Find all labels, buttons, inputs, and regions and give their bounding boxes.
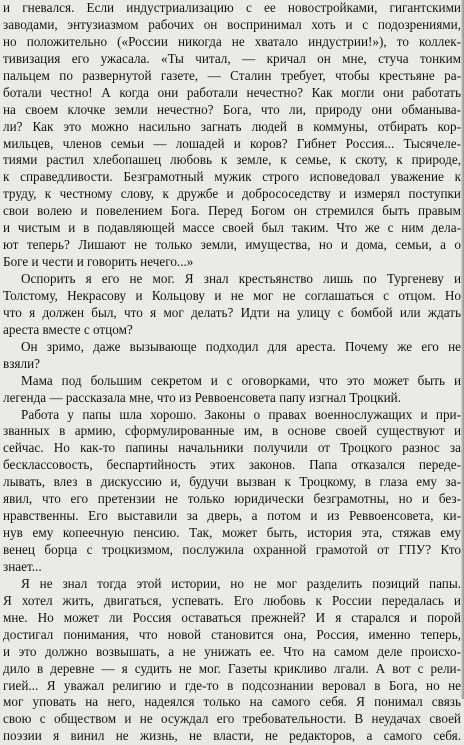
text-line: легенда — рассказала мне, что из Реввоенсовета папу изгнал Троцкий. (3, 389, 402, 405)
text-line: поэзии я винил не жизнь, не власти, не редакторов, а самого себя. (3, 728, 461, 744)
text-line: ареста вместе с отцом? (3, 321, 133, 337)
text-line: ют теперь? Лишают не только земли, имущества, но и дома, семьи, а о (3, 237, 461, 253)
text-line: достигал понимания, что новой становится она, Россия, именно теперь, (3, 626, 461, 642)
text-line: и это должно возвышать, а не унижать ее. Что на самом деле происхо- (3, 643, 461, 659)
paragraph-first-line: Я не знал тогда этой истории, но не мог разделить позиций папы. (21, 575, 461, 591)
text-line: Толстому, Некрасову и Кольцову и не мог не соглашаться с отцом. Но (3, 287, 461, 303)
text-line: знает... (3, 558, 42, 574)
text-line: ли? Как это можно насильно загнать людей в коммуны, отбирать кор- (3, 118, 461, 134)
text-line: пальцем по развернутой газете, — Сталин требует, чтобы крестьяне ра- (3, 67, 461, 83)
text-line: взяли? (3, 355, 40, 371)
text-line: нравственны. Его выставили за дверь, а потом и из Реввоенсовета, ки- (3, 508, 461, 524)
text-line: труду, к честному слову, к дружбе и добрососедству и измерял поступки (3, 186, 461, 202)
text-line: сейчас. Но как-то папины начальники получили от Троцкого разнос за (3, 440, 461, 456)
paragraph-first-line: Он зримо, даже вызывающе подходил для ареста. Почему же его не (21, 338, 461, 354)
text-line: мне. Но может ли Россия оставаться прежней? И я старался и порой (3, 609, 461, 625)
text-line: Боге и чести и говорить нечего...» (3, 254, 194, 270)
text-line: явил, что его претензии не только юридически безграмотны, но и без- (3, 491, 461, 507)
text-line: мог уповать на него, надеялся только на самого себя. Я понимал связь (3, 694, 461, 710)
text-line: Я хотел жить, двигаться, успевать. Его любовь к России передалась и (3, 592, 461, 608)
text-line: и гневался. Если индустриализацию с ее новостройками, гигантскими (3, 0, 461, 15)
text-line: лывать, влез в дискуссию и, будучи вызван к Троцкому, в глаза ему за- (3, 474, 461, 490)
text-line: к справедливости. Безграмотный мужик строго исповедовал уважение к (3, 169, 461, 185)
text-line: гией... Я уважал религию и где-то в подсознании верoвал в Бога, но не (3, 677, 461, 693)
paragraph-first-line: Мама под большим секретом и с оговорками, что это может быть и (21, 372, 461, 388)
text-line: бесклассовость, беспартийность этих законов. Папа отказался переде- (3, 457, 461, 473)
text-line: венец борца с троцкизмом, послужила охранной грамотой от ГПУ? Кто (3, 542, 461, 557)
text-line: званных в армию, сформулированные им, в основе своей существуют и (3, 423, 461, 439)
page-body-text (3, 0, 461, 745)
paragraph-first-line: Оспорить я его не мог. Я знал крестьянство лишь по Тургеневу и (21, 271, 461, 286)
text-line: нув ему копеечную пенсию. Так, может быть, история эта, стяжав ему (3, 525, 461, 541)
text-line: заводами, энтузиазмом рабочих он воспринимал хоть и с подозрениями, (3, 16, 461, 32)
text-line: ботали честно! А когда они работали нечестно? Как могли они работать (3, 84, 461, 100)
text-line: на своем клочке земли нечестно? Бога, что ли, природу они обманыва- (3, 101, 461, 117)
text-line: что я должен был, что я мог делать? Идти на улицу с бомбой или ждать (3, 304, 461, 320)
text-line: тивизация его ужасала. «Ты читал, — кричал он мне, стуча тонким (3, 50, 461, 66)
text-line: и чистым и в подавляющей массе своей был таким. Что же с ним дела- (3, 220, 461, 236)
text-line: дило в деревне — я судить не мог. Газеты крикливо лгали. А вот с рели- (3, 660, 461, 676)
text-line: свои волею и повелением Бога. Перед Богом он стремился быть правым (3, 203, 461, 219)
text-line: тиями растил хлебопашец любовь к земле, к семье, к скоту, к природе, (3, 152, 461, 168)
text-line: свою с обществом и не осуждал его требовательности. В неудачах своей (3, 711, 461, 727)
text-line: но положительно («России никогда не хватало индустрии!»), то коллек- (3, 33, 461, 49)
paragraph-first-line: Работа у папы шла хорошо. Законы о правах военнослужащих и при- (21, 406, 461, 422)
text-line: мильцев, членов семьи — лошадей и коров? Гибнет Россия... Тысячеле- (3, 135, 461, 151)
